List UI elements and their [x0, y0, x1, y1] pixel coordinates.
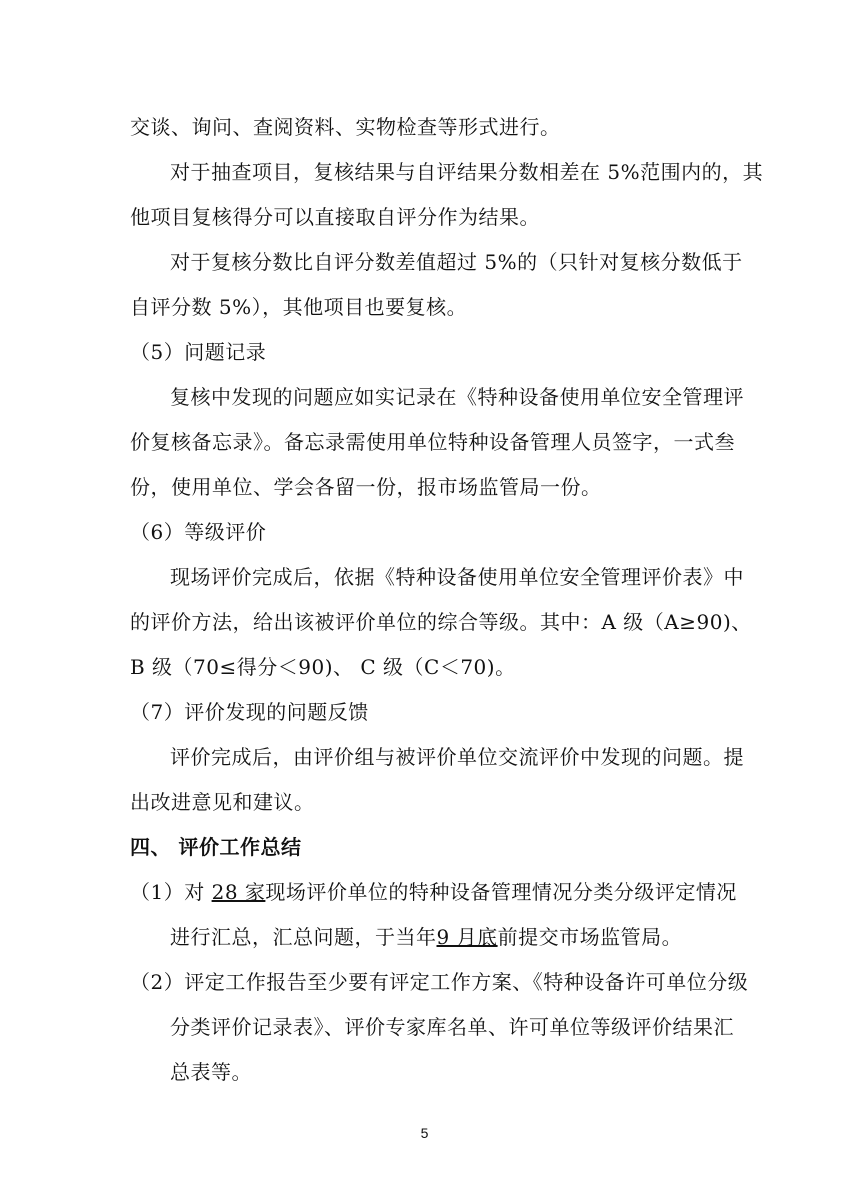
subheading-5: （5）问题记录 [130, 340, 267, 364]
item-text: 进行汇总，汇总问题，于当年 [170, 925, 437, 949]
paragraph-line: 交谈、询问、查阅资料、实物检查等形式进行。 [130, 115, 561, 139]
item-text: 前提交市场监管局。 [497, 925, 683, 949]
paragraph-line: 对于抽查项目，复核结果与自评结果分数相差在 5%范围内的，其 [170, 160, 764, 184]
paragraph-line: 自评分数 5%），其他项目也要复核。 [130, 295, 468, 319]
paragraph-line: 复核中发现的问题应如实记录在《特种设备使用单位安全管理评 [170, 385, 744, 409]
unit-count: 28 家 [211, 880, 266, 904]
section-heading-4: 四、 评价工作总结 [130, 835, 302, 859]
subheading-6: （6）等级评价 [130, 520, 267, 544]
summary-item-2-line-3: 总表等。 [170, 1060, 252, 1084]
paragraph-line: 现场评价完成后，依据《特种设备使用单位安全管理评价表》中 [170, 565, 744, 589]
paragraph-line: B 级（70≤得分＜90)、 C 级（C＜70)。 [130, 655, 516, 679]
paragraph-line: 价复核备忘录》。备忘录需使用单位特种设备管理人员签字，一式叁 [130, 430, 735, 454]
paragraph-line: 他项目复核得分可以直接取自评分作为结果。 [130, 205, 540, 229]
subheading-7: （7）评价发现的问题反馈 [130, 700, 369, 724]
deadline: 9 月底 [436, 925, 498, 949]
summary-item-1-line-2 [170, 923, 770, 951]
paragraph-line: 对于复核分数比自评分数差值超过 5%的（只针对复核分数低于 [170, 250, 743, 274]
page-number: 5 [420, 1125, 429, 1141]
paragraph-line: 份，使用单位、学会各留一份，报市场监管局一份。 [130, 475, 602, 499]
item-prefix: （1）对 [130, 880, 212, 904]
paragraph-line: 的评价方法，给出该被评价单位的综合等级。其中：A 级（A≥90)、 [130, 610, 752, 634]
summary-item-1-line-1 [130, 878, 737, 906]
summary-item-2-line-2: 分类评价记录表》、评价专家库名单、许可单位等级评价结果汇 [170, 1015, 734, 1039]
paragraph-line: 评价完成后，由评价组与被评价单位交流评价中发现的问题。提 [170, 745, 744, 769]
paragraph-line: 出改进意见和建议。 [130, 790, 315, 814]
summary-item-2-line-1: （2）评定工作报告至少要有评定工作方案、《特种设备许可单位分级 [130, 970, 749, 994]
item-text: 现场评价单位的特种设备管理情况分类分级评定情况 [265, 880, 737, 904]
